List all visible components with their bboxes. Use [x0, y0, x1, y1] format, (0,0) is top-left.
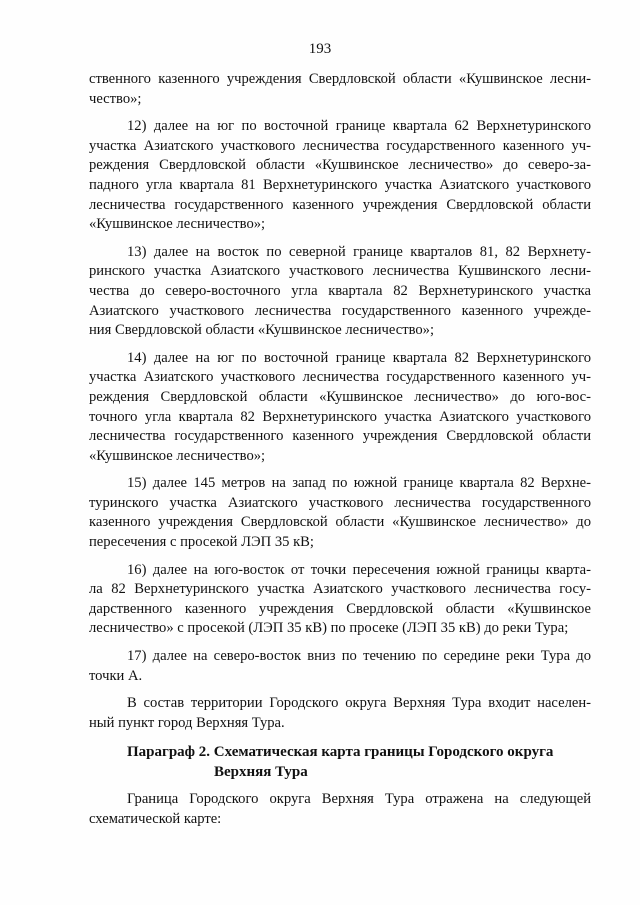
paragraph-item-13: [89, 243, 591, 341]
text-line: Граница Городского округа Верхняя Тура отражена на следующей: [127, 791, 591, 808]
text-line: падного угла квартала 81 Верхнетуринского участка Азиатского участкового: [89, 176, 591, 193]
text-line: ла 82 Верхнетуринского участка Азиатского участкового лесничества госу-: [89, 581, 591, 598]
text-line: схематической карте:: [89, 811, 222, 827]
text-line: В состав территории Городского округа Верхняя Тура входит населен-: [127, 695, 591, 712]
text-line: казенного учреждения Свердловской области «Кушвинское лесничество» до: [89, 514, 591, 531]
page-number: 193: [308, 41, 332, 57]
text-line: 14) далее на юг по восточной границе квартала 82 Верхнетуринского: [127, 349, 591, 366]
section-heading: [89, 742, 591, 782]
text-line: лесничество» с просекой (ЛЭП 35 кВ) по просеке (ЛЭП 35 кВ) до реки Тура;: [89, 620, 569, 637]
text-line: ственного казенного учреждения Свердловской области «Кушвинское лесни-: [89, 71, 591, 87]
paragraph-territory: [89, 694, 591, 733]
text-line: «Кушвинское лесничество»;: [89, 447, 266, 464]
text-line: Азиатского участкового лесничества государственного казенного учрежде-: [89, 302, 591, 319]
paragraph-item-17: [89, 647, 591, 686]
text-line: лесничества государственного казенного учреждения Свердловской области: [89, 196, 591, 213]
text-line: участка Азиатского участкового лесничества государственного казенного уч-: [89, 137, 591, 154]
text-line: туринского участка Азиатского участкового лесничества государственного: [89, 494, 591, 511]
paragraph-item-12: [89, 117, 591, 235]
text-line: чества до северо-восточного угла квартала 82 Верхнетуринского участка: [89, 282, 591, 299]
text-line: реждения Свердловской области «Кушвинское лесничество» до юго-вос-: [89, 388, 591, 405]
text-line: 12) далее на юг по восточной границе квартала 62 Верхнетуринского: [127, 118, 591, 135]
text-line: лесничества государственного казенного учреждения Свердловской области: [89, 428, 591, 445]
text-line: точки А.: [89, 667, 143, 684]
text-line: дарственного казенного учреждения Свердловской области «Кушвинское: [89, 600, 591, 617]
text-line: 15) далее 145 метров на запад по южной границе квартала 82 Верхне-: [127, 475, 591, 492]
paragraph-item-16: [89, 561, 591, 639]
text-line: 17) далее на северо-восток вниз по течению по середине реки Тура до: [127, 648, 591, 665]
text-line: точного угла квартала 82 Верхнетуринского участка Азиатского участкового: [89, 408, 591, 425]
heading-line: Параграф 2. Схематическая карта границы Городского округа: [127, 744, 554, 761]
text-line: «Кушвинское лесничество»;: [89, 216, 266, 233]
text-line: чество»;: [89, 90, 142, 107]
text-line: реждения Свердловской области «Кушвинское лесничество» до северо-за-: [89, 157, 591, 174]
text-line: пересечения с просекой ЛЭП 35 кВ;: [89, 534, 314, 551]
paragraph-item-15: [89, 474, 591, 552]
text-line: участка Азиатского участкового лесничества государственного казенного уч-: [89, 369, 591, 386]
text-line: 13) далее на восток по северной границе кварталов 81, 82 Верхнету-: [127, 243, 591, 260]
document-body: [89, 70, 591, 830]
paragraph-item-14: [89, 349, 591, 467]
text-line: 16) далее на юго-восток от точки пересечения южной границы кварта-: [127, 561, 591, 578]
text-line: ринского участка Азиатского участкового лесничества Кушвинского лесни-: [89, 263, 591, 280]
text-line: ный пункт город Верхняя Тура.: [89, 714, 285, 731]
text-line: ния Свердловской области «Кушвинское лесничество»;: [89, 322, 435, 339]
paragraph-map-intro: [89, 790, 591, 829]
paragraph-continuation: [89, 70, 591, 109]
heading-line: Верхняя Тура: [214, 764, 308, 781]
